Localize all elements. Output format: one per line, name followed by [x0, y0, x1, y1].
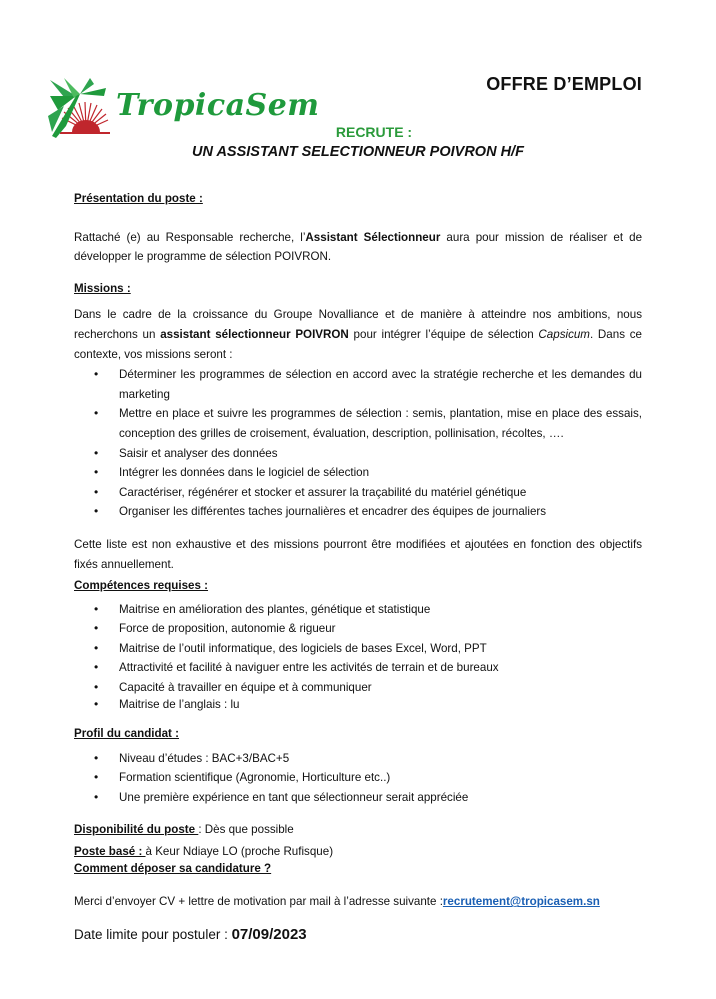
list-item: • Maitrise de l’anglais : lu [74, 695, 642, 715]
list-item: • Caractériser, régénérer et stocker et assurer la traçabilité du matériel génétique [74, 483, 642, 503]
deadline-line: Date limite pour postuler : 07/09/2023 [74, 925, 307, 943]
missions-list [74, 365, 642, 522]
section-heading-presentation: Présentation du poste : [74, 192, 203, 205]
list-item: • Maitrise de l’outil informatique, des logiciels de bases Excel, Word, PPT [74, 639, 642, 659]
email-link[interactable]: recrutement@tropicasem.sn [442, 895, 600, 909]
document-type-title: OFFRE D’EMPLOI [486, 74, 642, 94]
list-item: • Une première expérience en tant que sélectionneur serait appréciée [74, 788, 642, 808]
disponibilite-line: Disponibilité du poste : Dès que possible [74, 822, 294, 836]
list-item: • Organiser les différentes taches journalières et encadrer des équipes de journaliers [74, 502, 642, 522]
section-heading-competences: Compétences requises : [74, 579, 209, 593]
competences-list [74, 600, 642, 715]
list-item: • Attractivité et facilité à naviguer entre les activités de terrain et de bureaux [74, 658, 642, 678]
list-item: • Saisir et analyser des données [74, 444, 642, 464]
profil-list [74, 749, 642, 808]
missions-note: Cette liste est non exhaustive et des missions pourront être modifiées et ajoutées en fonction des objectifs fixés annuellement. [74, 537, 642, 571]
poste-base-line: Poste basé : à Keur Ndiaye LO (proche Rufisque) [74, 845, 334, 859]
section-heading-profil: Profil du candidat : [74, 727, 179, 741]
list-item: • Intégrer les données dans le logiciel de sélection [74, 463, 642, 483]
recrute-label: RECRUTE : [335, 124, 413, 140]
section-heading-missions: Missions : [74, 281, 131, 295]
list-item: • Force de proposition, autonomie & rigueur [74, 619, 642, 639]
list-item: • Maitrise en amélioration des plantes, génétique et statistique [74, 600, 642, 620]
deadline-date: 07/09/2023 [231, 925, 307, 943]
job-title: UN ASSISTANT SELECTIONNEUR POIVRON H/F [192, 144, 524, 160]
presentation-text: Rattaché (e) au Responsable recherche, l’Assistant Sélectionneur aura pour mission de réaliser et de développer le programme de sélection POIVRON. [74, 230, 643, 264]
list-item: • Mettre en place et suivre les programmes de sélection : semis, plantation, mise en place des essais, conception des grilles de croisement, évaluation, description, pollinisation, récoltes, …. [74, 404, 642, 443]
document-body [74, 189, 642, 944]
logo-wordmark: TropicaSem [116, 88, 320, 123]
list-item: • Capacité à travailler en équipe et à communiquer [74, 678, 642, 698]
list-item: • Niveau d’études : BAC+3/BAC+5 [74, 749, 642, 769]
missions-intro: Dans le cadre de la croissance du Groupe Novalliance et de manière à atteindre nos ambitions, nous recherchons un assistant sélectionneur POIVRON pour intégrer l’équipe de sélection Capsicum. Dans ce contexte, vos missions seront : [74, 308, 642, 361]
section-heading-candidature: Comment déposer sa candidature ? [74, 862, 272, 876]
list-item: • Formation scientifique (Agronomie, Horticulture etc..) [74, 768, 642, 788]
list-item: • Déterminer les programmes de sélection en accord avec la stratégie recherche et les demandes du marketing [74, 365, 642, 404]
candidature-text: Merci d’envoyer CV + lettre de motivation par mail à l’adresse suivante :recrutement@tropicasem.sn [74, 895, 600, 909]
